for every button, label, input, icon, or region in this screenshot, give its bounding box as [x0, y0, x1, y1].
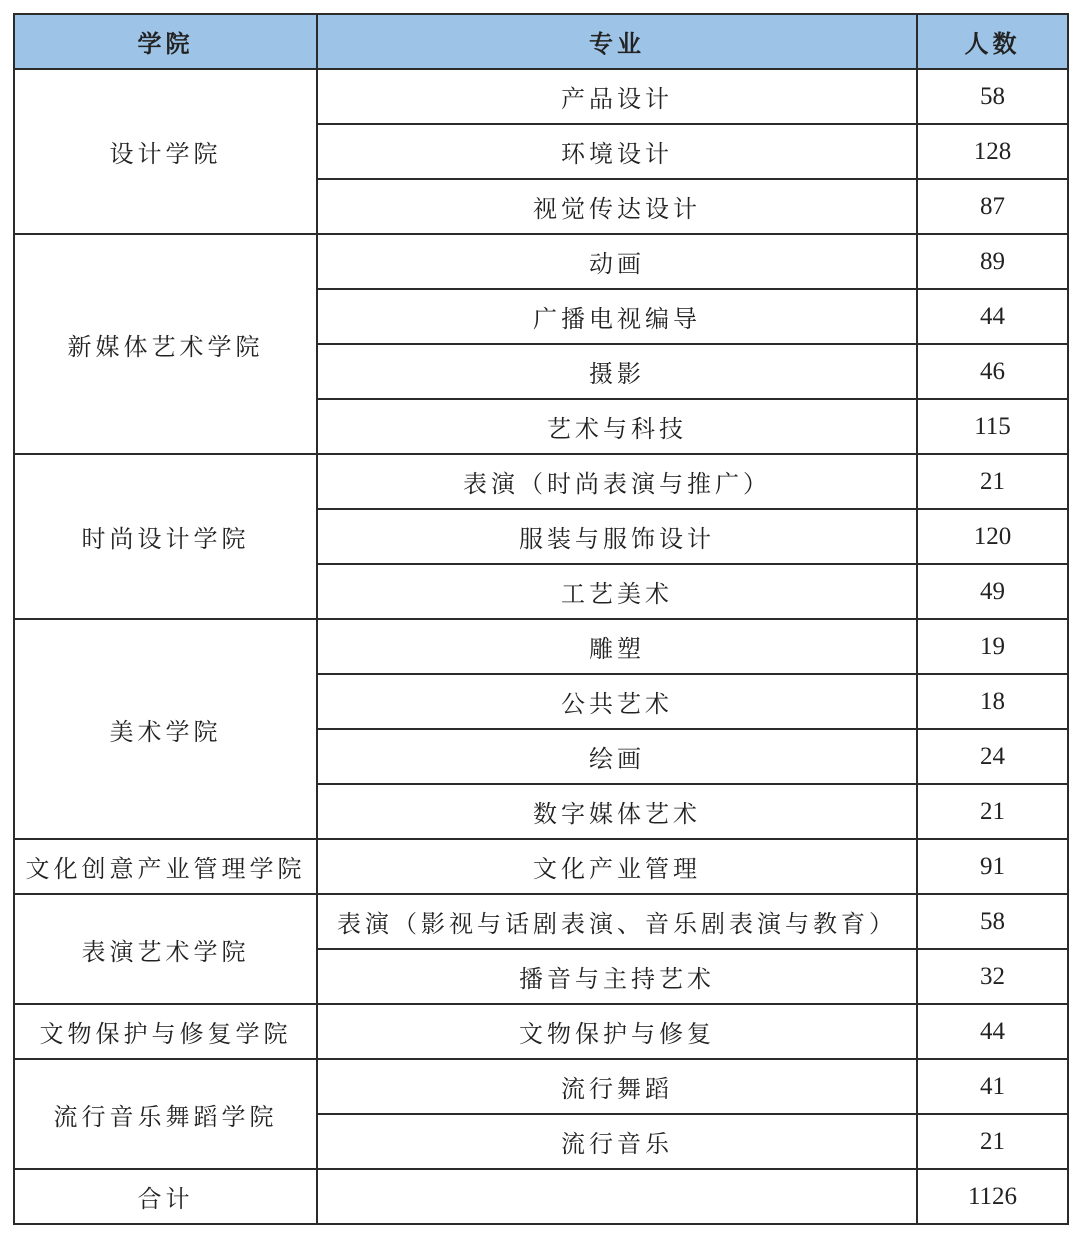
- enrollment-table: [13, 13, 1069, 1225]
- major-cell: 环境设计: [317, 124, 917, 179]
- major-cell: 广播电视编导: [317, 289, 917, 344]
- count-cell: 49: [917, 564, 1068, 619]
- count-cell: 115: [917, 399, 1068, 454]
- major-cell: 产品设计: [317, 69, 917, 124]
- total-label: 合计: [14, 1169, 317, 1224]
- college-cell: 流行音乐舞蹈学院: [14, 1059, 317, 1169]
- table-row: [14, 69, 1068, 124]
- table-row: [14, 234, 1068, 289]
- table-body: [14, 69, 1068, 1224]
- major-cell: 文化产业管理: [317, 839, 917, 894]
- count-cell: 46: [917, 344, 1068, 399]
- major-cell: 摄影: [317, 344, 917, 399]
- college-cell: 美术学院: [14, 619, 317, 839]
- college-cell: 表演艺术学院: [14, 894, 317, 1004]
- count-cell: 91: [917, 839, 1068, 894]
- table-row: [14, 454, 1068, 509]
- header-college: 学院: [14, 14, 317, 69]
- count-cell: 24: [917, 729, 1068, 784]
- count-cell: 58: [917, 894, 1068, 949]
- total-major: [317, 1169, 917, 1224]
- total-count: 1126: [917, 1169, 1068, 1224]
- college-cell: 文化创意产业管理学院: [14, 839, 317, 894]
- total-row: [14, 1169, 1068, 1224]
- header-row: [14, 14, 1068, 69]
- count-cell: 21: [917, 454, 1068, 509]
- major-cell: 公共艺术: [317, 674, 917, 729]
- major-cell: 艺术与科技: [317, 399, 917, 454]
- major-cell: 流行舞蹈: [317, 1059, 917, 1114]
- count-cell: 44: [917, 1004, 1068, 1059]
- count-cell: 18: [917, 674, 1068, 729]
- major-cell: 文物保护与修复: [317, 1004, 917, 1059]
- college-cell: 设计学院: [14, 69, 317, 234]
- count-cell: 19: [917, 619, 1068, 674]
- major-cell: 播音与主持艺术: [317, 949, 917, 1004]
- count-cell: 128: [917, 124, 1068, 179]
- major-cell: 视觉传达设计: [317, 179, 917, 234]
- major-cell: 流行音乐: [317, 1114, 917, 1169]
- table-row: [14, 619, 1068, 674]
- count-cell: 32: [917, 949, 1068, 1004]
- major-cell: 表演（时尚表演与推广）: [317, 454, 917, 509]
- college-cell: 时尚设计学院: [14, 454, 317, 619]
- major-cell: 动画: [317, 234, 917, 289]
- count-cell: 58: [917, 69, 1068, 124]
- table-row: [14, 1059, 1068, 1114]
- major-cell: 数字媒体艺术: [317, 784, 917, 839]
- count-cell: 87: [917, 179, 1068, 234]
- college-cell: 新媒体艺术学院: [14, 234, 317, 454]
- major-cell: 表演（影视与话剧表演、音乐剧表演与教育）: [317, 894, 917, 949]
- major-cell: 雕塑: [317, 619, 917, 674]
- count-cell: 44: [917, 289, 1068, 344]
- count-cell: 120: [917, 509, 1068, 564]
- count-cell: 21: [917, 784, 1068, 839]
- count-cell: 21: [917, 1114, 1068, 1169]
- table-row: [14, 894, 1068, 949]
- count-cell: 41: [917, 1059, 1068, 1114]
- table-row: [14, 1004, 1068, 1059]
- major-cell: 服装与服饰设计: [317, 509, 917, 564]
- header-major: 专业: [317, 14, 917, 69]
- college-cell: 文物保护与修复学院: [14, 1004, 317, 1059]
- major-cell: 工艺美术: [317, 564, 917, 619]
- major-cell: 绘画: [317, 729, 917, 784]
- count-cell: 89: [917, 234, 1068, 289]
- header-count: 人数: [917, 14, 1068, 69]
- table-row: [14, 839, 1068, 894]
